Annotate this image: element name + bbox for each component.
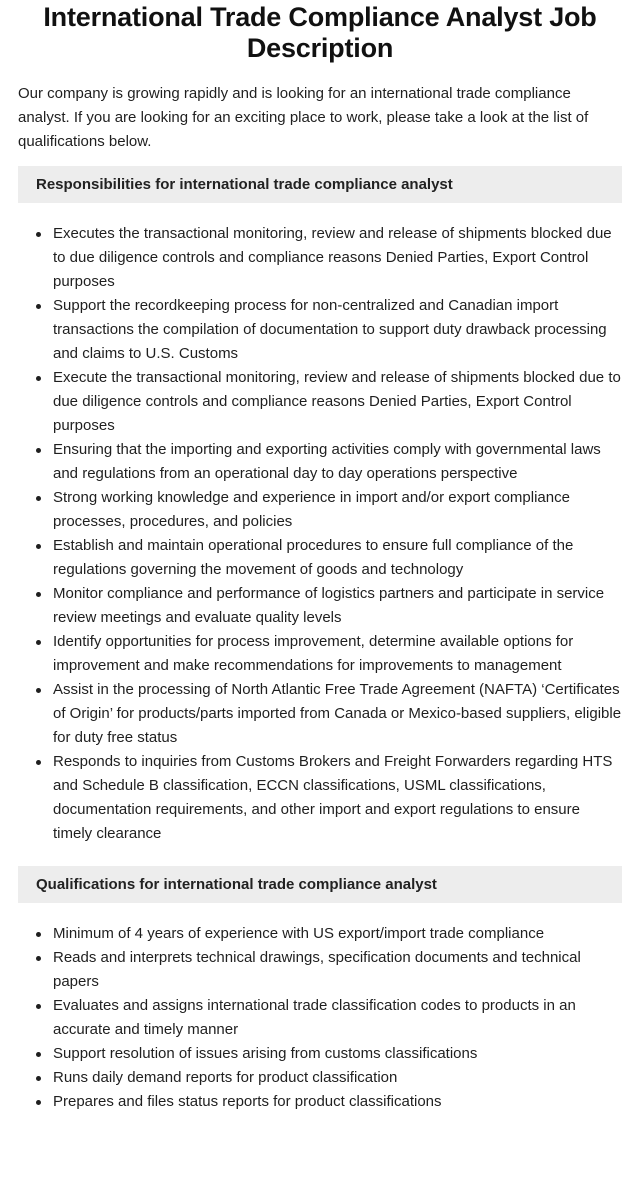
responsibilities-list: [18, 222, 622, 846]
list-item: Ensuring that the importing and exporting activities comply with governmental laws and regulations from an operational day to day operations perspective: [18, 438, 622, 486]
list-item: Support resolution of issues arising from customs classifications: [18, 1042, 622, 1066]
list-item: Strong working knowledge and experience in import and/or export compliance processes, procedures, and policies: [18, 486, 622, 534]
list-item: Minimum of 4 years of experience with US export/import trade compliance: [18, 922, 622, 946]
bullet-icon: [36, 1076, 41, 1081]
bullet-icon: [36, 640, 41, 645]
list-item: Reads and interprets technical drawings, specification documents and technical papers: [18, 946, 622, 994]
list-item: Execute the transactional monitoring, review and release of shipments blocked due to due diligence controls and compliance reasons Denied Parties, Export Control purposes: [18, 366, 622, 438]
bullet-icon: [36, 1100, 41, 1105]
list-item: Executes the transactional monitoring, review and release of shipments blocked due to due diligence controls and compliance reasons Denied Parties, Export Control purposes: [18, 222, 622, 294]
bullet-icon: [36, 932, 41, 937]
qualifications-list: [18, 922, 622, 1114]
bullet-icon: [36, 544, 41, 549]
list-item: Runs daily demand reports for product classification: [18, 1066, 622, 1090]
intro-paragraph: Our company is growing rapidly and is looking for an international trade compliance analyst. If you are looking for an exciting place to work, please take a look at the list of qualifications below.: [18, 85, 589, 150]
list-item: Monitor compliance and performance of logistics partners and participate in service review meetings and evaluate quality levels: [18, 582, 622, 630]
qualifications-heading: Qualifications for international trade compliance analyst: [18, 866, 622, 903]
list-item: Evaluates and assigns international trade classification codes to products in an accurate and timely manner: [18, 994, 622, 1042]
list-item: Identify opportunities for process improvement, determine available options for improvement and make recommendations for improvements to management: [18, 630, 622, 678]
responsibilities-heading: Responsibilities for international trade compliance analyst: [18, 166, 622, 203]
list-item: Support the recordkeeping process for non-centralized and Canadian import transactions the compilation of documentation to support duty drawback processing and claims to U.S. Customs: [18, 294, 622, 366]
bullet-icon: [36, 1004, 41, 1009]
bullet-icon: [36, 232, 41, 237]
bullet-icon: [36, 496, 41, 501]
bullet-icon: [36, 376, 41, 381]
bullet-icon: [36, 956, 41, 961]
bullet-icon: [36, 688, 41, 693]
bullet-icon: [36, 304, 41, 309]
list-item: Responds to inquiries from Customs Brokers and Freight Forwarders regarding HTS and Schedule B classification, ECCN classifications, USML classifications, documentation requirements, and other import and export regulations to ensure timely clearance: [18, 750, 622, 846]
list-item: Prepares and files status reports for product classifications: [18, 1090, 622, 1114]
bullet-icon: [36, 448, 41, 453]
list-item: Assist in the processing of North Atlantic Free Trade Agreement (NAFTA) ‘Certificates of Origin’ for products/parts imported from Canada or Mexico-based suppliers, eligible for duty free status: [18, 678, 622, 750]
page-title: International Trade Compliance Analyst Job Description: [43, 2, 597, 63]
bullet-icon: [36, 1052, 41, 1057]
bullet-icon: [36, 760, 41, 765]
list-item: Establish and maintain operational procedures to ensure full compliance of the regulations governing the movement of goods and technology: [18, 534, 622, 582]
bullet-icon: [36, 592, 41, 597]
